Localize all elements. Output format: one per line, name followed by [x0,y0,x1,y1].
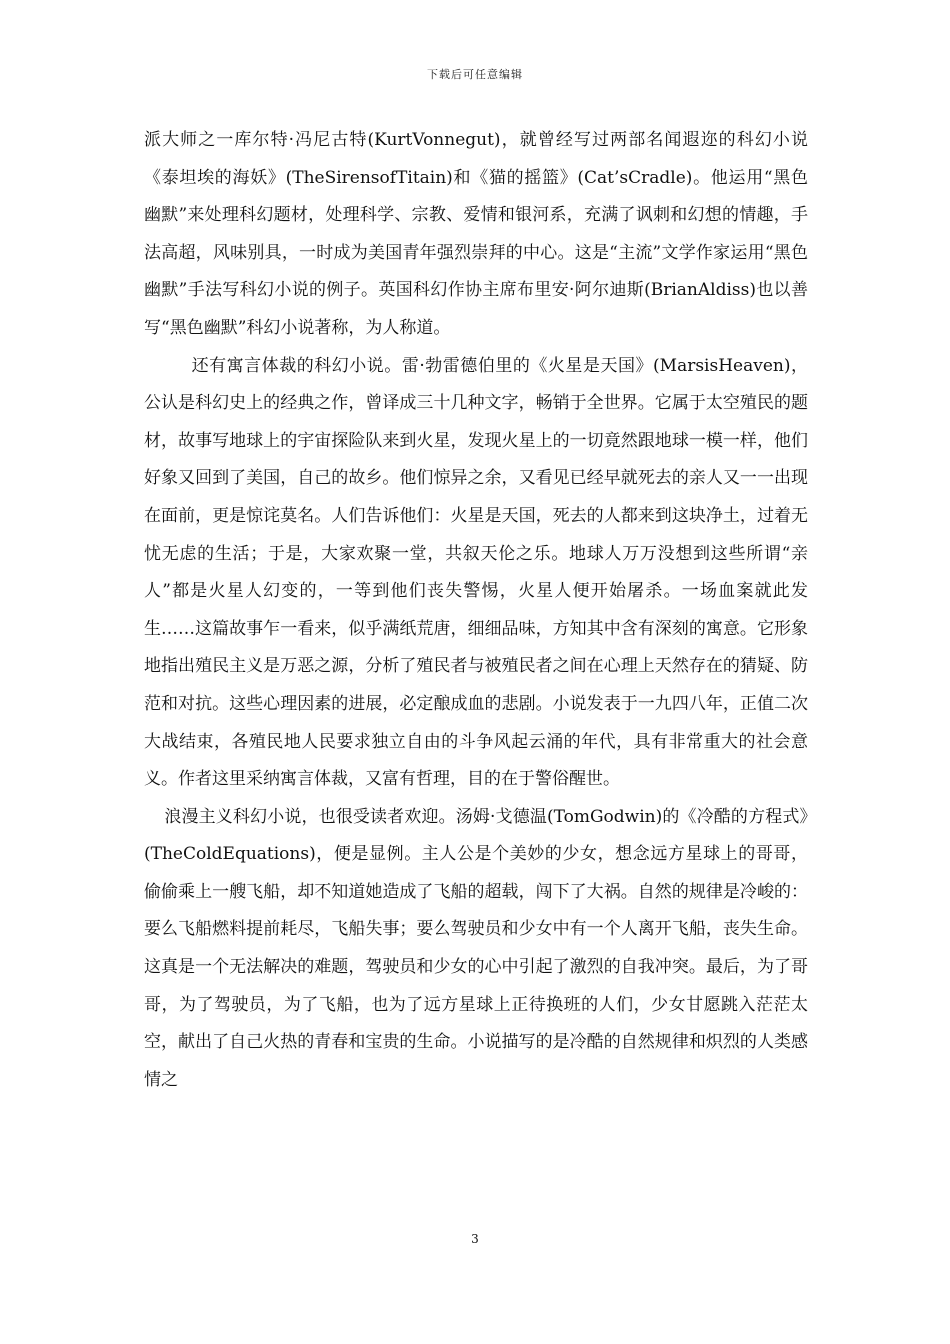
paragraph-romanticism: 浪漫主义科幻小说，也很受读者欢迎。汤姆·戈德温(TomGodwin)的《冷酷的方程式》(TheColdEquations)，便是显例。主人公是个美妙的少女，想念远方星球上的哥哥，偷偷乘上一艘飞船，却不知道她造成了飞船的超载，闯下了大祸。自然的规律是冷峻的：要么飞船燃料提前耗尽，飞船失事；要么驾驶员和少女中有一个人离开飞船，丧失生命。这真是一个无法解决的难题，驾驶员和少女的心中引起了激烈的自我冲突。最后，为了哥哥，为了驾驶员，为了飞船，也为了远方星球上正待换班的人们，少女甘愿跳入茫茫太空，献出了自己火热的青春和宝贵的生命。小说描写的是冷酷的自然规律和炽烈的人类感情之 [144,806,808,1090]
paragraph-black-humor: 派大师之一库尔特·冯尼古特(KurtVonnegut)，就曾经写过两部名闻遐迩的科幻小说《泰坦埃的海妖》(TheSirensofTitain)和《猫的摇篮》(Cat’sCradle)。他运用“黑色幽默”来处理科幻题材，处理科学、宗教、爱情和银河系，充满了讽刺和幻想的情趣，手法高超，风味别具，一时成为美国青年强烈崇拜的中心。这是“主流”文学作家运用“黑色幽默”手法写科幻小说的例子。英国科幻作协主席布里安·阿尔迪斯(BrianAldiss)也以善写“黑色幽默”科幻小说著称，为人称道。 [144,130,808,338]
page-number: 3 [471,1232,479,1246]
page-header: 下载后可任意编辑 [427,68,523,81]
document-body [144,122,808,1099]
paragraph-allegory: 还有寓言体裁的科幻小说。雷·勃雷德伯里的《火星是天国》(MarsisHeaven)，公认是科幻史上的经典之作，曾译成三十几种文字，畅销于全世界。它属于太空殖民的题材，故事写地球上的宇宙探险队来到火星，发现火星上的一切竟然跟地球一模一样，他们好象又回到了美国，自己的故乡。他们惊异之余，又看见已经早就死去的亲人又一一出现在面前，更是惊诧莫名。人们告诉他们：火星是天国，死去的人都来到这块净土，过着无忧无虑的生活；于是，大家欢聚一堂，共叙天伦之乐。地球人万万没想到这些所谓“亲人”都是火星人幻变的，一等到他们丧失警惕，火星人便开始屠杀。一场血案就此发生……这篇故事乍一看来，似乎满纸荒唐，细细品味，方知其中含有深刻的寓意。它形象地指出殖民主义是万恶之源，分析了殖民者与被殖民者之间在心理上天然存在的猜疑、防范和对抗。这些心理因素的进展，必定酿成血的悲剧。小说发表于一九四八年，正值二次大战结束，各殖民地人民要求独立自由的斗争风起云涌的年代，具有非常重大的社会意义。作者这里采纳寓言体裁，又富有哲理，目的在于警俗醒世。 [144,355,808,790]
